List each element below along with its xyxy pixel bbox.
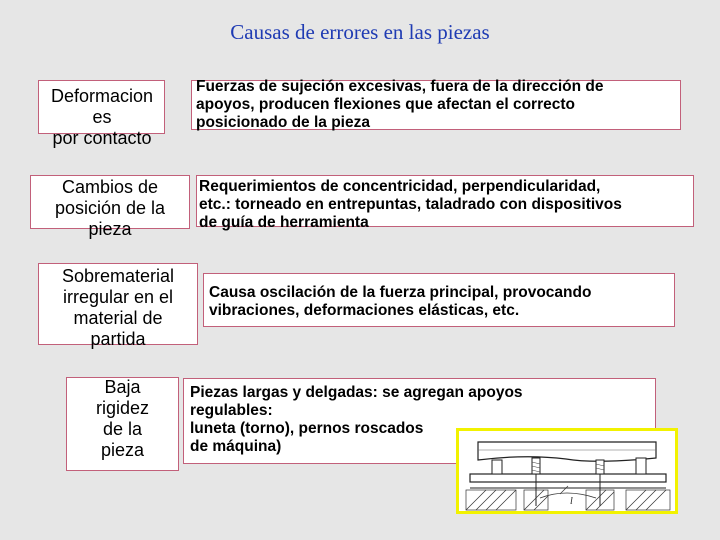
page-title: Causas de errores en las piezas — [230, 20, 490, 44]
effect-text-4: Piezas largas y delgadas: se agregan apoyos regulables: luneta (torno), pernos roscados de máquina) — [190, 384, 523, 455]
cause-label-1: Deformacion es por contacto — [50, 86, 154, 148]
effect-text-3: Causa oscilación de la fuerza principal, provocando vibraciones, deformaciones elásticas, etc. — [209, 284, 592, 319]
effect-text-1: Fuerzas de sujeción excesivas, fuera de la dirección de apoyos, producen flexiones que afectan el correcto posicionado de la pieza — [196, 78, 604, 131]
support-diagram-image — [456, 428, 678, 514]
figure-label: l — [570, 496, 573, 507]
effect-text-2: Requerimientos de concentricidad, perpendicularidad, etc.: torneado en entrepuntas, taladrado con dispositivos de guía de herramienta — [199, 178, 622, 231]
cause-label-3: Sobrematerial irregular en el material de partida — [61, 266, 175, 349]
cause-label-2: Cambios de posición de la pieza — [54, 177, 166, 239]
cause-label-4: Baja rigidez de la pieza — [95, 377, 150, 460]
